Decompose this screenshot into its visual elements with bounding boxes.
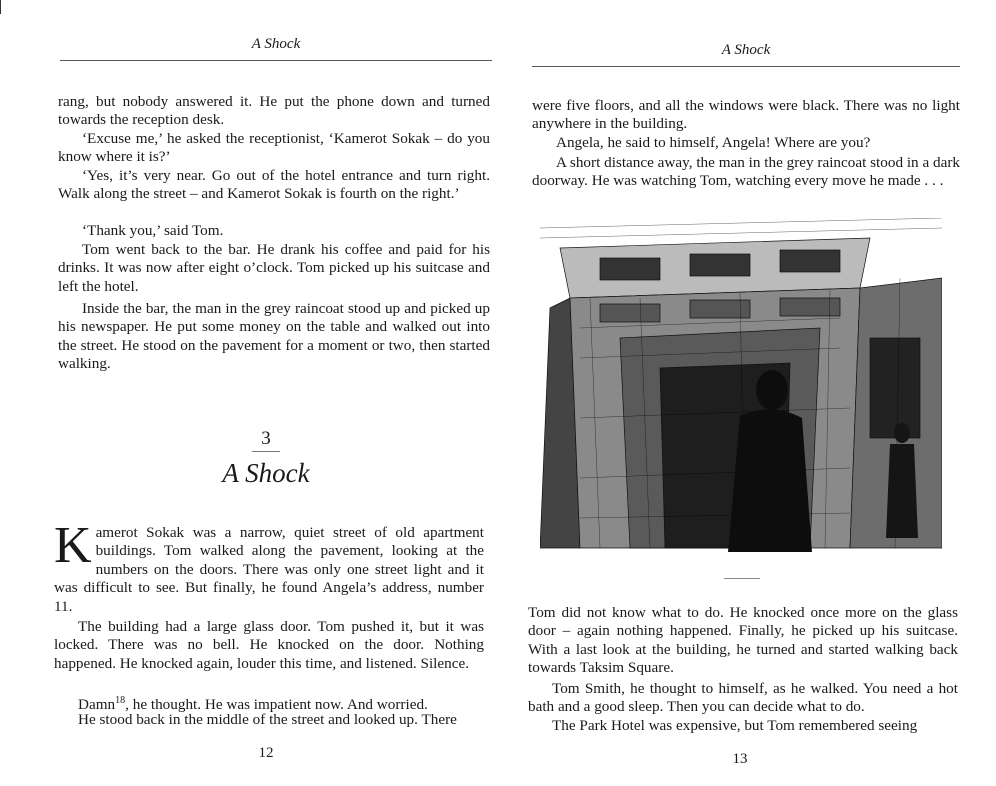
- right-page: [498, 0, 996, 786]
- chapter-last-line: He stood back in the middle of the street and looked up. There: [78, 711, 457, 728]
- chapter-first-paragraph-text: amerot Sokak was a narrow, quiet street of old apartment buildings. Tom walked along the pavement, looking at the numbers on the doors. There was only one street light and it was difficult to see. But finally, he found Angela’s address, number 11.: [54, 524, 484, 615]
- right-paragraph-4: Tom did not know what to do. He knocked once more on the glass door – again nothing happened. Finally, he picked up his suitcase. With a last look at the building, he turned and started walking back towards Taksim Square.: [528, 604, 958, 677]
- page-number-left: 12: [258, 745, 274, 761]
- left-paragraph-6: Inside the bar, the man in the grey raincoat stood up and picked up his newspaper. He put some money on the table and walked out into the street. He stood on the pavement for a moment or two, then started walking.: [58, 300, 490, 373]
- running-head-left: A Shock: [251, 36, 301, 52]
- damn-word: Damn: [78, 696, 116, 714]
- page-number-right: 13: [732, 751, 748, 767]
- footnote-ref: 18: [115, 695, 126, 706]
- chapter-number-rule: [252, 451, 280, 452]
- illustration-man-at-doorway: [540, 218, 942, 552]
- right-paragraph-1: were five floors, and all the windows were black. There was no light anywhere in the building.: [532, 97, 960, 133]
- right-paragraph-6: The Park Hotel was expensive, but Tom remembered seeing: [552, 717, 918, 734]
- right-paragraph-3: A short distance away, the man in the grey raincoat stood in a dark doorway. He was watching Tom, watching every move he made . . .: [532, 154, 960, 190]
- drop-cap: K: [54, 517, 92, 574]
- left-paragraph-4: ‘Thank you,’ said Tom.: [82, 222, 224, 239]
- chapter-title: A Shock: [222, 458, 310, 488]
- left-paragraph-5: Tom went back to the bar. He drank his coffee and paid for his drinks. It was now after eight o’clock. Tom picked up his suitcase and left the hotel.: [58, 241, 490, 295]
- chapter-first-paragraph: [54, 517, 484, 616]
- right-paragraph-2: Angela, he said to himself, Angela! Where are you?: [556, 134, 871, 151]
- left-paragraph-2: ‘Excuse me,’ he asked the receptionist, ‘Kamerot Sokak – do you know where it is?’: [58, 130, 490, 166]
- header-rule-right: [532, 66, 960, 67]
- left-paragraph-3: ‘Yes, it’s very near. Go out of the hotel entrance and turn right. Walk along the street – and Kamerot Sokak is fourth on the right.’: [58, 167, 490, 203]
- header-rule-left: [60, 60, 492, 61]
- left-paragraph-1: rang, but nobody answered it. He put the phone down and turned towards the reception desk.: [58, 93, 490, 129]
- right-paragraph-5: Tom Smith, he thought to himself, as he walked. You need a hot bath and a good sleep. Then you can decide what to do.: [528, 680, 958, 716]
- chapter-number: 3: [261, 428, 271, 449]
- damn-rest: , he thought. He was impatient now. And worried.: [125, 696, 428, 714]
- chapter-paragraph-2: The building had a large glass door. Tom pushed it, but it was locked. There was no bell. He knocked on the door. Nothing happened. He knocked again, louder this time, and listened. Silence.: [54, 618, 484, 672]
- scene-break-rule: [724, 578, 760, 579]
- running-head-right: A Shock: [721, 42, 771, 58]
